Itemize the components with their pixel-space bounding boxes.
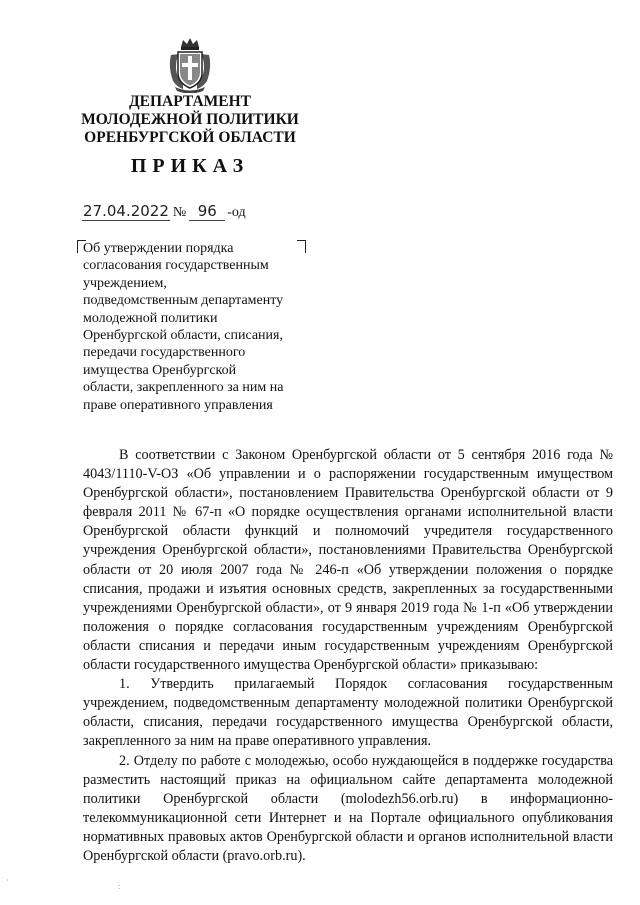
order-body — [83, 446, 613, 866]
department-line-3: ОРЕНБУРГСКОЙ ОБЛАСТИ — [84, 129, 296, 146]
subject-line: Об утверждении порядка — [83, 241, 234, 256]
subject-line: согласования государственным — [83, 258, 269, 274]
department-name — [70, 93, 310, 147]
scan-mark: : — [118, 882, 121, 891]
department-line-1: ДЕПАРТАМЕНТ — [128, 93, 252, 110]
subject-line: Оренбургской области, списания, — [83, 328, 283, 344]
subject-line: области, закрепленного за ним на — [83, 380, 284, 396]
order-date-number — [82, 202, 246, 221]
clause-1-paragraph: 1. Утвердить прилагаемый Порядок согласования государственным учреждением, подведомственным департаменту молодежной политики Оренбургской области, списания, передачи государственного имущества Оренбургской области, закрепленного за ним на праве оперативного управления. — [83, 676, 613, 750]
coat-of-arms-icon — [167, 37, 213, 93]
clause-2-paragraph: 2. Отделу по работе с молодежью, особо нуждающейся в поддержке государства разместить настоящий приказ на официальном сайте департамента молодежной политики Оренбургской области (molodezh56.orb.ru) в информационно-телекоммуникационной сети Интернет и на Портале официального опубликования нормативных правовых актов Оренбургской области и органов исполнительной власти Оренбургской области (pravo.orb.ru). — [83, 752, 613, 864]
number-sign: № — [172, 205, 187, 220]
order-subject — [83, 240, 323, 414]
order-suffix: -од — [227, 205, 246, 220]
preamble-paragraph: В соответствии с Законом Оренбургской области от 5 сентября 2016 года № 4043/1110-V-ОЗ «Об управлении и о распоряжении государственным имуществом Оренбургской области», постановлением Правительства Оренбургской области от 9 февраля 2011 № 67-п «О порядке осуществления органами исполнительной власти Оренбургской области функций и полномочий учредителя государственного учреждения Оренбургской области», постановлениями Правительства Оренбургской области от 20 июля 2007 года № 246-п «Об утверждении положения о порядке списания, продажи и изъятия основных средств, закрепленных за государственными учреждениями Оренбургской области», от 9 января 2019 года № 1-п «Об утверждении положения о порядке согласования государственным учреждениям Оренбургской области списания и передачи иным государственным учреждениям Оренбургской области государственного имущества Оренбургской области» приказываю: — [83, 447, 613, 674]
subject-line: подведомственным департаменту — [83, 293, 284, 309]
department-line-2: МОЛОДЕЖНОЙ ПОЛИТИКИ — [81, 111, 299, 128]
subject-line: молодежной политики — [83, 310, 218, 326]
subject-line: имущества Оренбургской — [83, 362, 237, 378]
subject-line: праве оперативного управления — [83, 397, 273, 413]
subject-line: передачи государственного — [83, 345, 246, 361]
edge-mark: · — [6, 876, 9, 885]
subject-line: учреждением, — [83, 275, 167, 291]
order-date: 27.04.2022 — [83, 202, 169, 220]
order-number: 96 — [189, 202, 225, 221]
order-title: ПРИКАЗ — [130, 155, 250, 177]
